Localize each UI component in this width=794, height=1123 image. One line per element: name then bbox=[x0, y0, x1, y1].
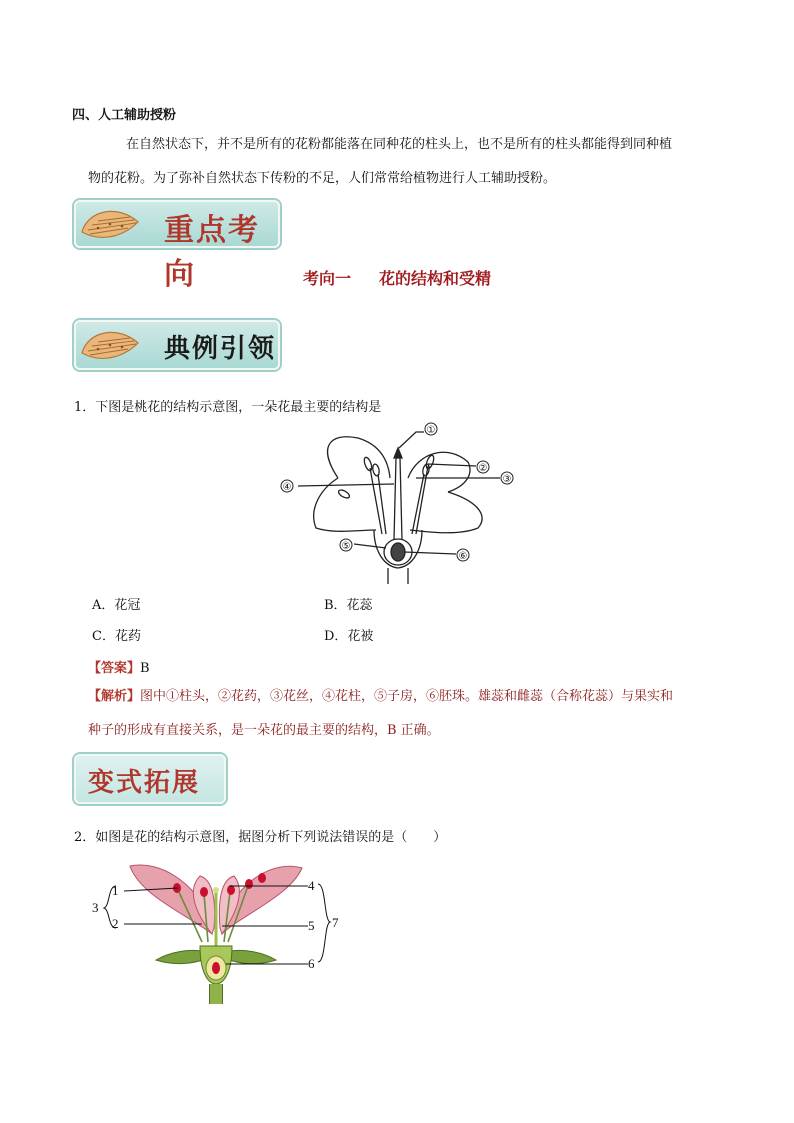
banner-example-title: 典例引领 bbox=[164, 334, 277, 364]
banner-variation-title: 变式拓展 bbox=[88, 768, 201, 798]
label-6: ⑥ bbox=[458, 551, 468, 562]
q2-label-6: 6 bbox=[308, 956, 315, 971]
q2-label-1: 1 bbox=[112, 883, 119, 898]
intro-paragraph bbox=[88, 128, 728, 196]
option-a[interactable]: A．花冠 bbox=[92, 598, 141, 613]
option-c[interactable]: C．花药 bbox=[92, 629, 141, 644]
topic-title: 花的结构和受精 bbox=[379, 269, 492, 288]
paragraph-line-1: 在自然状态下，并不是所有的花粉都能落在同种花的柱头上，也不是所有的柱头都能得到同种植 bbox=[126, 137, 673, 152]
label-2: ② bbox=[478, 463, 488, 474]
label-4: ④ bbox=[282, 482, 292, 493]
label-5: ⑤ bbox=[341, 541, 351, 552]
banner-example bbox=[74, 320, 280, 370]
q2-label-3: 3 bbox=[92, 900, 99, 915]
question-2-text: 2．如图是花的结构示意图，据图分析下列说法错误的是（ ） bbox=[74, 830, 447, 845]
shell-icon bbox=[78, 204, 142, 246]
q2-label-4: 4 bbox=[308, 878, 315, 893]
answer-row bbox=[88, 657, 150, 676]
analysis bbox=[88, 680, 728, 748]
q2-label-7: 7 bbox=[332, 915, 339, 930]
topic-number: 考向一 bbox=[302, 269, 351, 288]
shell-icon bbox=[78, 325, 142, 367]
q2-label-5: 5 bbox=[308, 918, 315, 933]
banner-focus bbox=[74, 200, 280, 292]
banner-focus-title: 重点考向 bbox=[164, 213, 260, 292]
option-d[interactable]: D．花被 bbox=[324, 629, 374, 644]
option-b[interactable]: B．花蕊 bbox=[324, 598, 373, 613]
question-1-text: 1．下图是桃花的结构示意图，一朵花最主要的结构是 bbox=[74, 400, 382, 415]
analysis-label: 【解析】 bbox=[88, 689, 141, 704]
answer-value: B bbox=[140, 661, 150, 676]
label-3: ③ bbox=[502, 474, 512, 485]
analysis-line-2: 种子的形成有直接关系，是一朵花的最主要的结构，B 正确。 bbox=[88, 723, 440, 738]
section-title: 四、人工辅助授粉 bbox=[72, 108, 177, 123]
label-1: ① bbox=[426, 425, 436, 436]
analysis-line-1: 图中①柱头，②花药，③花丝，④花柱，⑤子房，⑥胚珠。雄蕊和雌蕊（合称花蕊）与果实和 bbox=[140, 689, 674, 704]
flower-structure-diagram bbox=[90, 856, 350, 1006]
answer-label: 【答案】 bbox=[88, 661, 141, 676]
paragraph-line-2: 物的花粉。为了弥补自然状态下传粉的不足，人们常常给植物进行人工辅助授粉。 bbox=[88, 171, 557, 186]
topic-heading bbox=[0, 266, 794, 289]
q2-label-2: 2 bbox=[112, 916, 119, 931]
peach-flower-diagram bbox=[278, 418, 518, 588]
banner-variation bbox=[74, 754, 226, 804]
